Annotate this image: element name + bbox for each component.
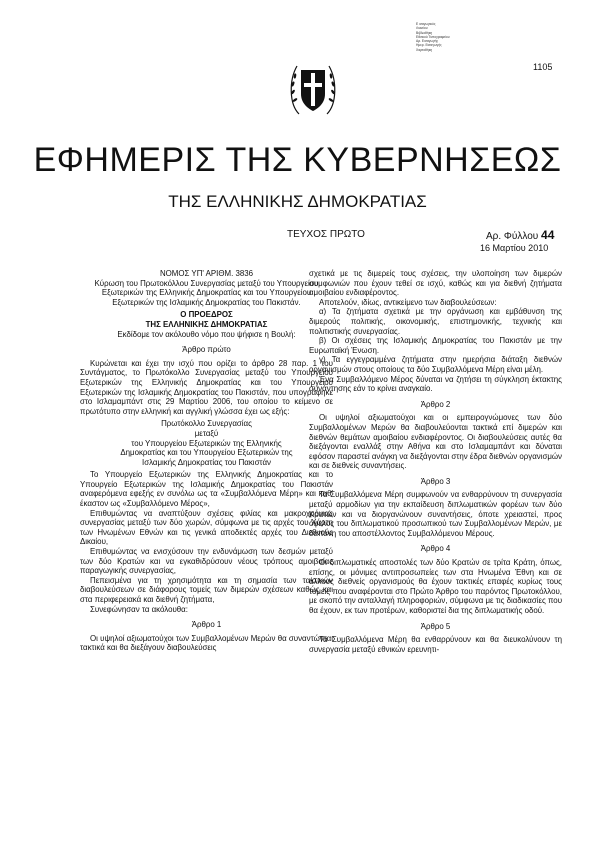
gazette-masthead: ΕΦΗΜΕΡΙΣ ΤΗΣ ΚΥΒΕΡΝΗΣΕΩΣ — [33, 141, 562, 179]
article-text: Οι υψηλοί αξιωματούχοι και οι εμπειρογνώμονες των δύο Συμβαλλομένων Μερών θα διαβουλεύονται τακτικά επί διμερών και διεθνών θεμάτων αμοιβαίου ενδιαφέροντος. Οι διαβουλεύσεις αυτές θα διεξάγονται εναλλάξ στην Αθήνα και στο Ισλαμαμπάντ και δύναται εφόσον παραστεί ανάγκη να διεξάγονται στην έδρα διεθνών οργανισμών και σε διεθνείς συναντήσεις. — [309, 413, 562, 471]
paragraph: Ένα Συμβαλλόμενο Μέρος δύναται να ζητήσει τη σύγκληση έκτακτης συνάντησης εάν το κρίνει αναγκαίο. — [309, 374, 562, 394]
paragraph: Αποτελούν, ιδίως, αντικείμενο των διαβουλεύσεων: — [319, 297, 497, 307]
right-column — [309, 269, 562, 654]
library-stamp — [416, 22, 506, 52]
protocol-title-line: Δημοκρατίας και του Υπουργείου Εξωτερικών της — [120, 448, 293, 458]
article-text: Τα Συμβαλλόμενα Μέρη συμφωνούν να ενθαρρύνουν τη συνεργασία μεταξύ αρμοδίων για την εκπαίδευση διπλωματικών φορέων των δύο Κρατών και να διοργανώνουν συναντήσεις, όποτε χρειαστεί, προς όφελος του διπλωματικού προσωπικού των Συμβαλλομένων Μερών, με δαπάνη του αποστέλλοντος Συμβαλλόμενου Μέρους. — [309, 490, 562, 538]
stamp-line: Αρ. Εισαγωγής — [416, 39, 439, 44]
issue-date: 16 Μαρτίου 2010 — [480, 243, 549, 253]
president-heading-2: ΤΗΣ ΕΛΛΗΝΙΚΗΣ ΔΗΜΟΚΡΑΤΙΑΣ — [145, 319, 268, 329]
president-heading: Ο ΠΡΟΕΔΡΟΣ — [180, 310, 233, 320]
stamp-line: Χαρτοθήκη — [416, 47, 433, 52]
gazette-subtitle: ΤΗΣ ΕΛΛΗΝΙΚΗΣ ΔΗΜΟΚΡΑΤΙΑΣ — [168, 192, 427, 211]
list-item: γ) Τα εγγεγραμμένα ζητήματα στην ημερήσια διάταξη διεθνών οργανισμών στους οποίους τα δύο Συμβαλλόμενα Μέρη είναι μέλη. — [309, 355, 562, 374]
sheet-number: 44 — [541, 228, 555, 242]
page-number: 1105 — [533, 62, 553, 72]
stamp-line: Λυκείου — [416, 26, 428, 31]
article-heading: Άρθρο 1 — [191, 620, 222, 630]
article-heading: Άρθρο πρώτο — [182, 345, 231, 355]
list-item: β) Οι σχέσεις της Ισλαμικής Δημοκρατίας του Πακιστάν με την Ευρωπαϊκή Ένωση. — [309, 336, 562, 355]
greek-coat-of-arms-icon — [287, 56, 339, 120]
stamp-line: Βιβλιοθήκη — [416, 30, 433, 35]
paragraph: Το Υπουργείο Εξωτερικών της Ελληνικής Δημοκρατίας και το Υπουργείο Εξωτερικών της Ισλαμικής Δημοκρατίας του Πακιστάν αναφερόμενα εφεξής εν συνόλω ως τα «Συμβαλλόμενα Μέρη» και καθ' έκαστον ως «Συμβαλλόμενο Μέρος», — [80, 470, 333, 509]
article-heading: Άρθρο 4 — [420, 544, 451, 554]
sheet-number-block — [486, 228, 554, 242]
paragraph-continued: σχετικά με τις διμερείς τους σχέσεις, την υλοποίηση των διμερών συμφωνιών που έχουν τεθεί σε ισχύ, καθώς και για διεθνή ζητήματα αμοιβαίου ενδιαφέροντος. — [309, 269, 562, 298]
law-description: Κύρωση του Πρωτοκόλλου Συνεργασίας μεταξύ του Υπουργείου Εξωτερικών της Ελληνικής Δημοκρατίας και του Υπουργείου Εξωτερικών της Ισλαμικής Δημοκρατίας του Πακιστάν. — [94, 278, 319, 307]
article-text: Τα Συμβαλλόμενα Μέρη θα ενθαρρύνουν και θα διευκολύνουν τη συνεργασία μεταξύ εθνικών ερευνητι- — [309, 635, 562, 654]
protocol-title-line: μεταξύ — [194, 428, 219, 438]
protocol-title: Πρωτόκολλο Συνεργασίας — [161, 419, 252, 429]
law-title: ΝΟΜΟΣ ΥΠ' ΑΡΙΘΜ. 3836 — [159, 269, 254, 278]
stamp-line: Εθνικού Τυπογραφείου — [416, 34, 450, 39]
article-text: Οι διπλωματικές αποστολές των δύο Κρατών σε τρίτα Κράτη, όπως, επίσης, οι μόνιμες αντιπροσωπείες των στα Ηνωμένα Έθνη και σε άλλους διεθνείς οργανισμούς θα έχουν τακτικές επαφές κυρίως τους τομείς που αναφέρονται στο Πρώτο Άρθρο του παρόντος Πρωτοκόλλου, με σκοπό την ανταλλαγή πληροφοριών, σύμφωνα με τις διαδικασίες που θα έχουν, εκ των προτέρων, καθοριστεί δια της διπλωματικής οδού. — [309, 558, 563, 615]
article-text: Κυρώνεται και έχει την ισχύ που ορίζει το άρθρο 28 παρ. 1 του Συντάγματος, το Πρωτόκολλο Συνεργασίας μεταξύ του Υπουργείου Εξωτερικών της Ελληνικής Δημοκρατίας και του Υπουργείου Εξωτερικών της Ισλαμικής Δημοκρατίας του Πακιστάν, που υπογράφηκε στο Ισλαμαμπάντ στις 29 Μαρτίου 2006, του οποίου το κείμενο σε πρωτότυπο στην ελληνική και αγγλική γλώσσα έχει ως εξής: — [80, 358, 333, 416]
article-text: Οι υψηλοί αξιωματούχοι των Συμβαλλομένων Μερών θα συναντώνται τακτικά και θα διεξάγουν διαβουλεύσεις — [80, 633, 333, 653]
sheet-label: Αρ. Φύλλου — [486, 231, 539, 242]
article-heading: Άρθρο 5 — [420, 621, 451, 631]
stamp-line: Ε ισαγωγικός — [416, 22, 436, 26]
paragraph: Συνεφώνησαν τα ακόλουθα: — [90, 604, 188, 614]
protocol-title-line: Ισλαμικής Δημοκρατίας του Πακιστάν — [142, 457, 271, 467]
issue-label: ΤΕΥΧΟΣ ΠΡΩΤΟ — [287, 229, 365, 240]
paragraph: Πεπεισμένα για τη χρησιμότητα και τη σημασία των τακτικών διαβουλεύσεων σε διάφορους τομείς των διμερών σχέσεων καθώς και στα περιφερειακά και διεθνή ζητήματα, — [80, 575, 333, 604]
article-heading: Άρθρο 2 — [420, 399, 451, 409]
paragraph: Επιθυμώντας να αναπτύξουν σχέσεις φιλίας και μακροχρόνιας συνεργασίας μεταξύ των δύο χωρών, σύμφωνα με τις αρχές του Χάρτη των Ηνωμένων Εθνών και τις γενικά αποδεκτές αρχές του Διεθνούς Δικαίου, — [80, 508, 333, 547]
protocol-title-line: του Υπουργείου Εξωτερικών της Ελληνικής — [131, 438, 282, 448]
list-item: α) Τα ζητήματα σχετικά με την οργάνωση και εμβάθυνση της διμερούς πολιτικής, οικονομικής, επιστημονικής, τεχνικής και πολιτιστικής συνεργασίας. — [309, 307, 562, 336]
article-heading: Άρθρο 3 — [420, 476, 451, 486]
paragraph: Επιθυμώντας να ενισχύσουν την ενδυνάμωση των δεσμών μεταξύ των δύο Κρατών και να εγκαθιδρύσουν νέους τρόπους αμοιβαίας παραγωγικής συνεργασίας, — [80, 547, 333, 576]
left-column — [80, 269, 333, 653]
promulgation-text: Εκδίδομε τον ακόλουθο νόμο που ψήφισε η Βουλή: — [117, 329, 296, 339]
stamp-line: Ημερ. Εισαγωγής — [416, 43, 442, 48]
